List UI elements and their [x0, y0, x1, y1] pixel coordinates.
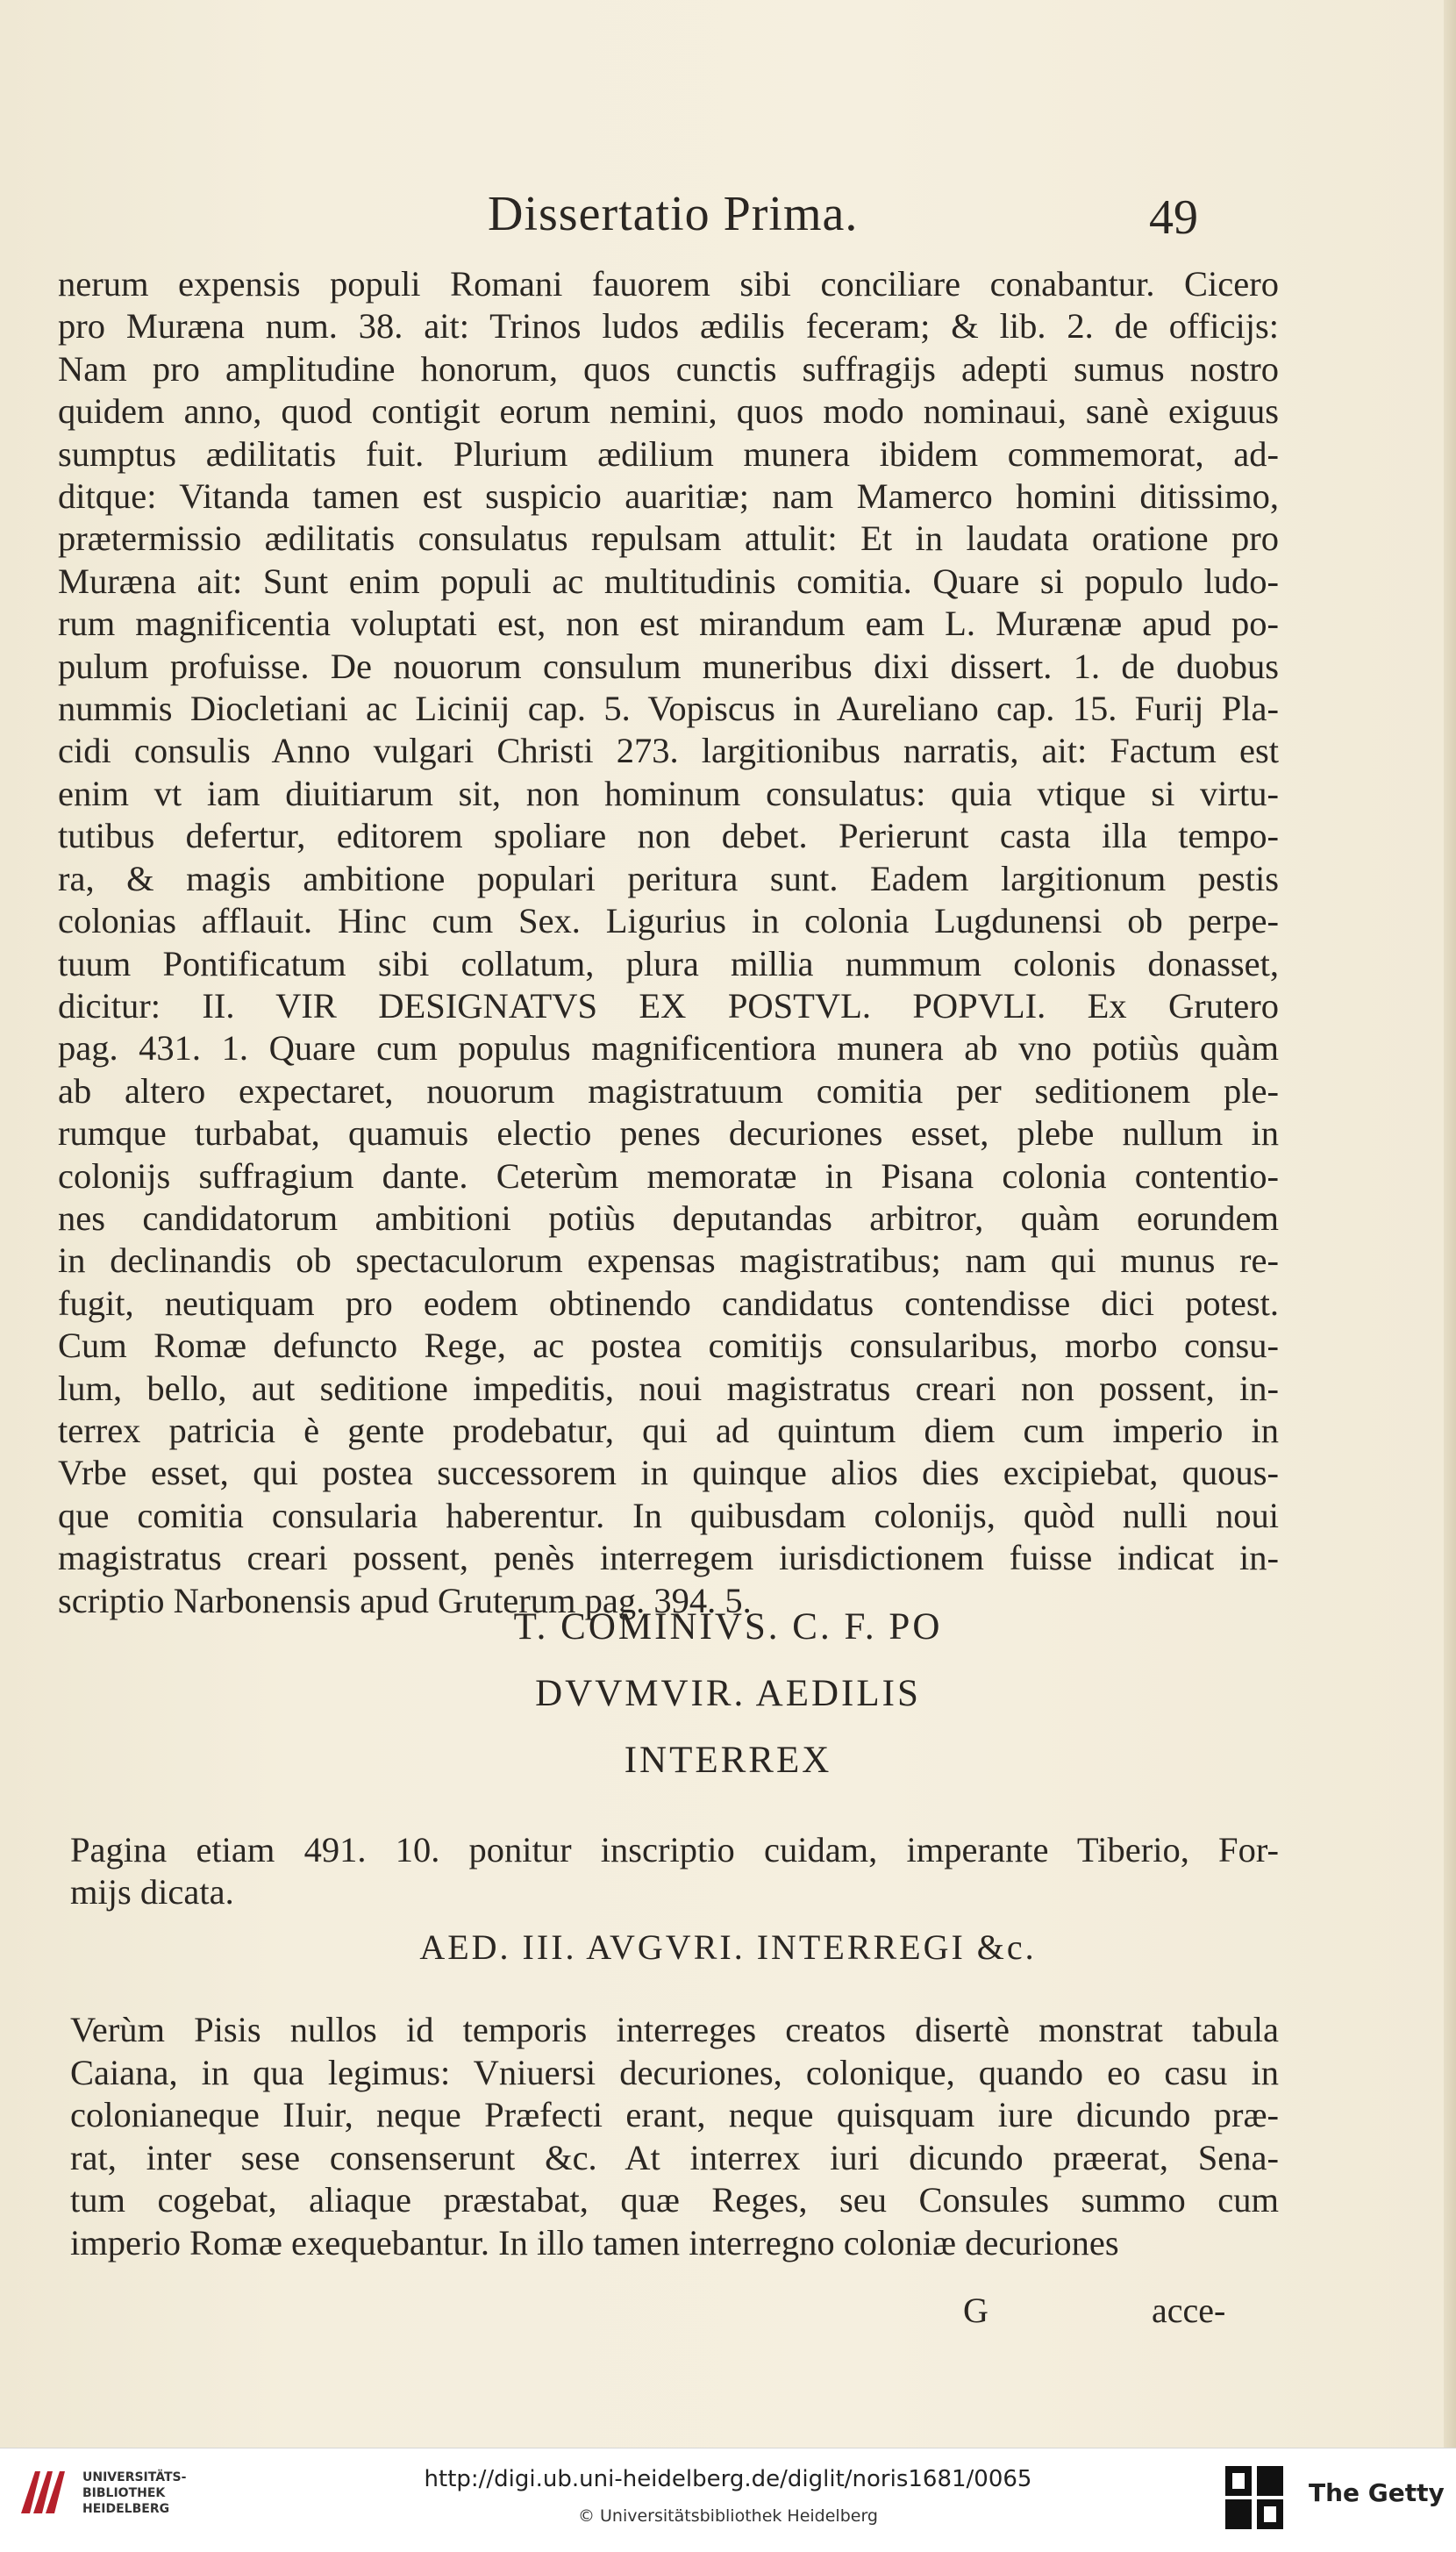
running-title: Dissertatio Prima.: [488, 187, 859, 241]
page-header: [0, 186, 1456, 247]
text-line: quidem anno, quod contigit eorum nemini, quos modo nominaui, sanè exiguus: [58, 391, 1279, 432]
text-line: nes candidatorum ambitioni potiùs deputandas arbitror, quàm eorundem: [58, 1197, 1279, 1238]
text-line: fugit, neutiquam pro eodem obtinendo candidatus contendisse dici potest.: [58, 1283, 1279, 1323]
text-line: ditque: Vitanda tamen est suspicio auaritiæ; nam Mamerco homini ditissimo,: [58, 476, 1279, 517]
text-line: imperio Romæ exequebantur. In illo tamen interregno coloniæ decuriones: [70, 2222, 1119, 2262]
text-line: rat, inter sese consenserunt &c. At interrex iuri dicundo præerat, Sena-: [70, 2137, 1279, 2177]
inscription-line-2: DVVMVIR. AEDILIS: [535, 1673, 921, 1714]
text-line: colonijs suffragium dante. Ceterùm memoratæ in Pisana colonia contentio-: [58, 1155, 1279, 1196]
text-line: colonias afflauit. Hinc cum Sex. Ligurius in colonia Lugdunensi ob perpe-: [58, 901, 1279, 941]
text-line: nummis Diocletiani ac Licinij cap. 5. Vopiscus in Aureliano cap. 15. Furij Pla-: [58, 689, 1279, 729]
inscription-line-3: INTERREX: [624, 1740, 832, 1781]
library-name-line: HEIDELBERG: [82, 2502, 170, 2516]
text-line: mijs dicata.: [70, 1872, 234, 1912]
text-line: Nam pro amplitudine honorum, quos cunctis suffragijs adepti sumus nostro: [58, 348, 1279, 389]
text-line: colonianeque IIuir, neque Præfecti erant, neque quisquam iure dicundo præ-: [70, 2095, 1279, 2134]
text-line: tuum Pontificatum sibi collatum, plura millia nummum colonis donasset,: [58, 943, 1279, 983]
text-line: Pagina etiam 491. 10. ponitur inscriptio cuidam, imperante Tiberio, For-: [70, 1830, 1279, 1869]
text-line: dicitur: II. VIR DESIGNATVS EX POSTVL. POPVLI. Ex Grutero: [58, 985, 1279, 1026]
catchword: acce-: [1152, 2291, 1226, 2330]
text-line: Muræna ait: Sunt enim populi ac multitudinis comitia. Quare si populo ludo-: [58, 561, 1279, 601]
text-line: pulum profuisse. De nouorum consulum muneribus dixi dissert. 1. de duobus: [58, 646, 1279, 686]
text-line: magistratus creari possent, penès interregem iurisdictionem fuisse indicat in-: [58, 1538, 1279, 1578]
text-line: Vrbe esset, qui postea successorem in quinque alios dies excipiebat, quous-: [58, 1453, 1279, 1493]
text-line: scriptio Narbonensis apud Gruterum pag. 394. 5.: [58, 1580, 752, 1620]
viewer-footer: [0, 2448, 1456, 2552]
text-line: in declinandis ob spectaculorum expensas magistratibus; nam qui munus re-: [58, 1240, 1279, 1281]
text-line: Cum Romæ defuncto Rege, ac postea comitijs consularibus, morbo consu-: [58, 1326, 1279, 1366]
main-paragraph: [58, 263, 1279, 1622]
text-line: ab altero expectaret, nouorum magistratuum comitia per seditionem ple-: [58, 1070, 1279, 1111]
getty-logo-icon: [1224, 2464, 1285, 2531]
library-name-line: BIBLIOTHEK: [82, 2486, 166, 2500]
text-line: que comitia consularia haberentur. In quibusdam colonijs, quòd nulli noui: [58, 1495, 1279, 1535]
permalink-url[interactable]: http://digi.ub.uni-heidelberg.de/diglit/noris1681/0065: [424, 2466, 1032, 2492]
text-line: prætermissio ædilitatis consulatus repulsam attulit: Et in laudata oratione pro: [58, 518, 1279, 559]
text-line: pro Muræna num. 38. ait: Trinos ludos ædilis feceram; & lib. 2. de officijs:: [58, 306, 1279, 347]
second-paragraph: [70, 1829, 1279, 1913]
inscription-line-1: T. COMINIVS. C. F. PO: [513, 1606, 943, 1648]
text-line: rum magnificentia voluptati est, non est mirandum eam L. Murænæ apud po-: [58, 604, 1279, 644]
text-line: Caiana, in qua legimus: Vniuersi decuriones, colonique, quando eo casu in: [70, 2052, 1279, 2092]
text-line: pag. 431. 1. Quare cum populus magnificentiora munera ab vno potiùs quàm: [58, 1028, 1279, 1069]
text-line: terrex patricia è gente prodebatur, qui ad quintum diem cum imperio in: [58, 1410, 1279, 1450]
text-line: lum, bello, aut seditione impeditis, noui magistratus creari non possent, in-: [58, 1368, 1279, 1408]
text-line: rumque turbabat, quamuis electio penes decuriones esset, plebe nullum in: [58, 1113, 1279, 1154]
signature-mark: G: [963, 2291, 989, 2330]
library-name-line: UNIVERSITÄTS-: [82, 2470, 187, 2484]
page-edge: [1444, 0, 1456, 2448]
third-paragraph: [70, 2009, 1279, 2264]
inscription-augur: AED. III. AVGVRI. INTERREGI &c.: [419, 1927, 1037, 1967]
text-line: enim vt iam diuitiarum sit, non hominum consulatus: quia vtique si virtu-: [58, 773, 1279, 813]
text-line: tum cogebat, aliaque præstabat, quæ Reges, seu Consules summo cum: [70, 2180, 1279, 2220]
page-number: 49: [1149, 190, 1198, 245]
text-line: cidi consulis Anno vulgari Christi 273. largitionibus narratis, ait: Factum est: [58, 731, 1279, 771]
text-line: Verùm Pisis nullos id temporis interreges creatos disertè monstrat tabula: [70, 2010, 1279, 2049]
text-line: nerum expensis populi Romani fauorem sibi conciliare conabantur. Cicero: [58, 264, 1279, 304]
copyright-notice: © Universitätsbibliothek Heidelberg: [577, 2506, 878, 2526]
text-line: tutibus defertur, editorem spoliare non debet. Perierunt casta illa tempo-: [58, 816, 1279, 856]
text-line: sumptus ædilitatis fuit. Plurium ædilium munera ibidem commemorat, ad-: [58, 433, 1279, 474]
text-line: ra, & magis ambitione populari peritura sunt. Eadem largitionum pestis: [58, 858, 1279, 898]
getty-label: The Getty: [1309, 2478, 1445, 2507]
